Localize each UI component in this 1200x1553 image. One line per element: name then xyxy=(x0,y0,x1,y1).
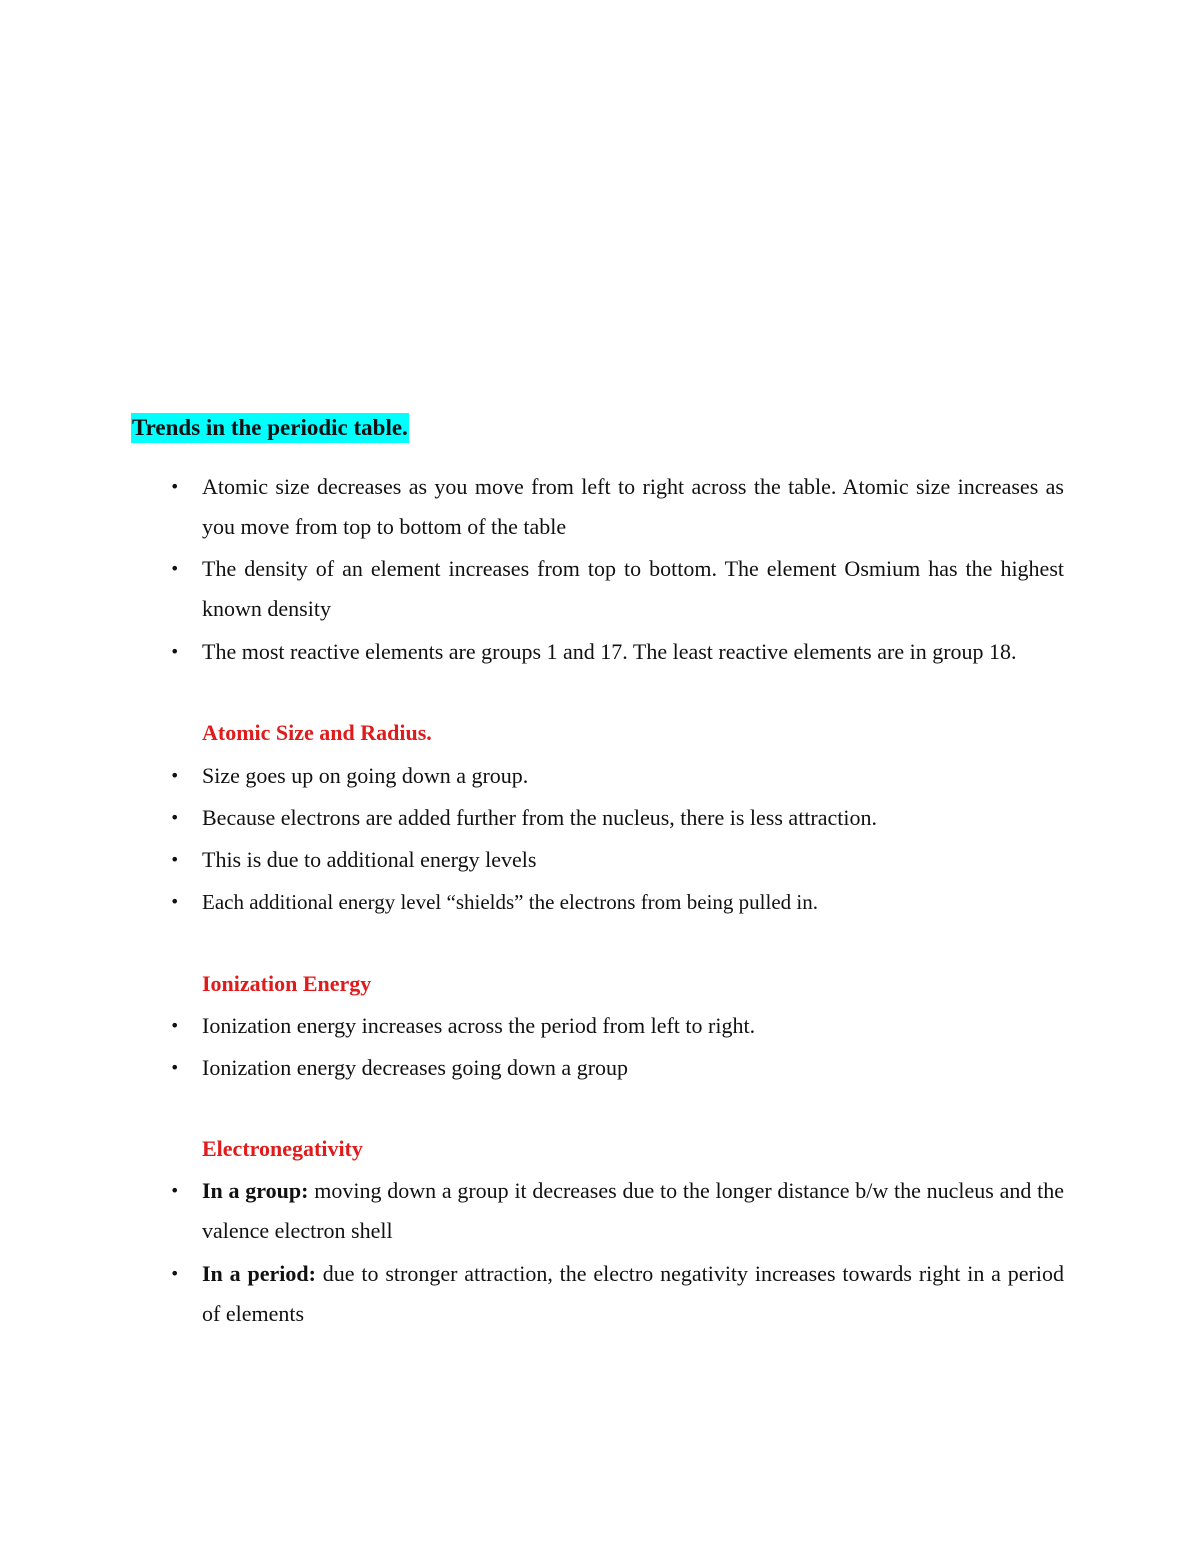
item-lead: In a group: xyxy=(202,1178,309,1203)
section-heading-atomic-size: Atomic Size and Radius. xyxy=(202,720,432,745)
list-item: • The density of an element increases from top to bottom. The element Osmium has the highest known density xyxy=(202,549,1064,629)
section-heading-ionization: Ionization Energy xyxy=(202,971,372,996)
list-item: • Because electrons are added further from the nucleus, there is less attraction. xyxy=(202,798,1064,838)
section-heading-electronegativity: Electronegativity xyxy=(202,1136,363,1161)
list-item: • The most reactive elements are groups 1 and 17. The least reactive elements are in group 18. xyxy=(202,632,1064,672)
list-item: • Ionization energy increases across the period from left to right. xyxy=(202,1006,1064,1046)
page-title: Trends in the periodic table. xyxy=(131,413,409,443)
item-text: due to stronger attraction, the electro negativity increases towards right in a period of elements xyxy=(202,1261,1064,1326)
list-item: • This is due to additional energy levels xyxy=(202,840,1064,880)
list-item: • Atomic size decreases as you move from left to right across the table. Atomic size increases as you move from top to bottom of the table xyxy=(202,467,1064,547)
list-item xyxy=(202,1254,1064,1334)
item-lead: In a period: xyxy=(202,1261,316,1286)
list-item: • Size goes up on going down a group. xyxy=(202,756,1064,796)
item-text: moving down a group it decreases due to the longer distance b/w the nucleus and the valence electron shell xyxy=(202,1178,1064,1243)
list-item: • Ionization energy decreases going down a group xyxy=(202,1048,1064,1088)
list-item xyxy=(202,1171,1064,1251)
list-item: • Each additional energy level “shields” the electrons from being pulled in. xyxy=(202,882,1064,922)
